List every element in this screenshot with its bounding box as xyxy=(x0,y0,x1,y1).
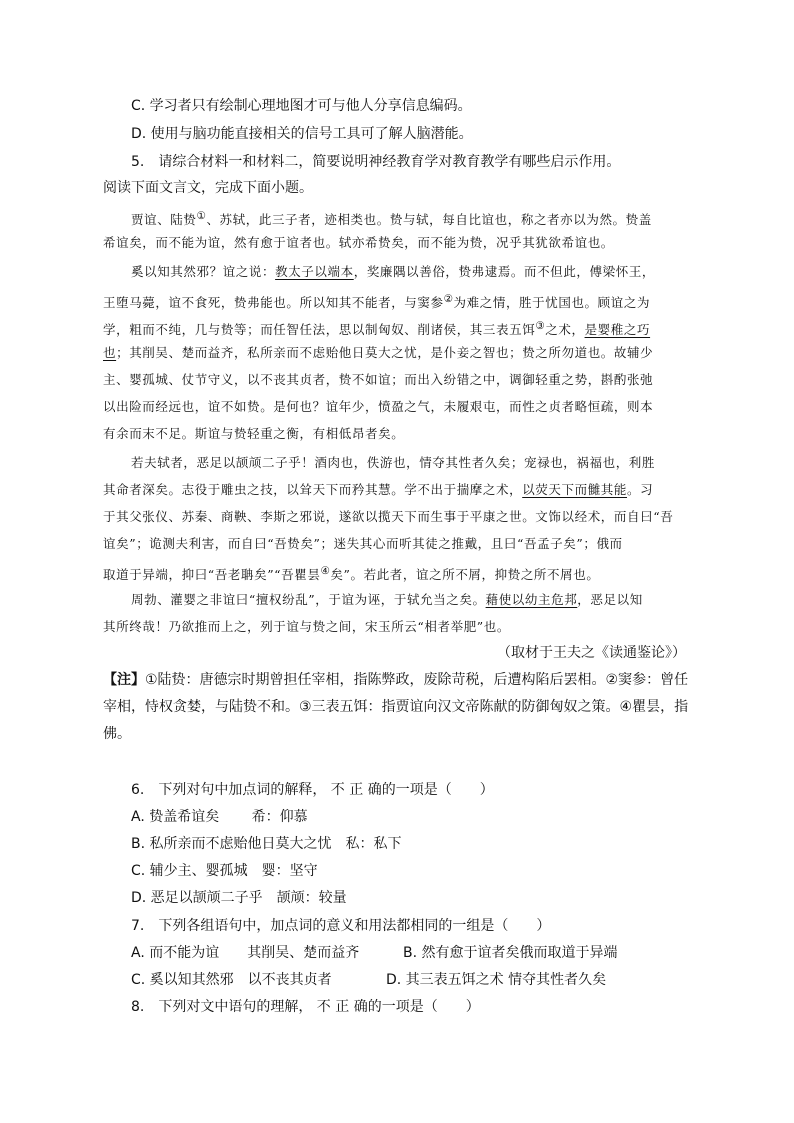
passage-text: 取道于异端，抑曰“吾老聃矣”“吾瞿昙 xyxy=(103,567,321,583)
note-line: 宰相，恃权贪婪，与陆贽不和。③三表五饵：指贾谊向汉文帝陈献的防御匈奴之策。④瞿昙，指 xyxy=(103,699,689,715)
question-5: 5. 请综合材料一和材料二，简要说明神经教育学对教育教学有哪些启示作用。 xyxy=(131,154,621,170)
question-6-option-b: B. 私所亲而不虑贻他日莫大之忧 私：私下 xyxy=(131,836,402,852)
question-6-option-d: D. 恶足以颉颃二子乎 颉颃：较量 xyxy=(131,890,347,906)
passage-line: 有余而末不足。斯谊与贽轻重之衡，有相低昂者矣。 xyxy=(103,426,405,441)
passage-line: 希谊矣，而不能为谊，然有愈于谊者也。轼亦希贽矣，而不能为贽，况乎其犹欲希谊也。 xyxy=(103,235,614,250)
passage-line xyxy=(103,480,653,500)
passage-text: 其命者深矣。志役于雕虫之技，以耸天下而矜其慧。学不出于揣摩之术， xyxy=(103,482,523,497)
footnote-marker: ③ xyxy=(535,320,546,332)
option-c: C. 学习者只有绘制心理地图才可与他人分享信息编码。 xyxy=(131,98,472,114)
note-text: ①陆贽：唐德宗时期曾担任宰相，指陈弊政，废除苛税，后遭构陷后罢相。②窦参：曾任 xyxy=(145,672,689,688)
passage-line xyxy=(103,289,650,313)
passage-text: 、苏轼，此三子者，迹相类也。贽与轼，每自比谊也，称之者亦以为然。贽盖 xyxy=(206,212,652,228)
reading-instruction: 阅读下面文言文，完成下面小题。 xyxy=(103,180,313,196)
note-label: 【注】 xyxy=(103,672,145,688)
passage-text: 矣”。若此者，谊之所不屑，抑贽之所不屑也。 xyxy=(330,567,600,583)
question-7-option-c: C. 奚以知其然邪 以不丧其贞者 xyxy=(131,972,332,988)
question-7-option-d: D. 其三表五饵之术 情夺其性者久矣 xyxy=(386,972,607,988)
passage-text: 为难之情，胜于忧国也。顾谊之为 xyxy=(453,295,651,311)
footnote-marker: ① xyxy=(196,210,207,222)
passage-text: 王堕马薨，谊不食死，贽弗能也。所以知其不能者，与窦参 xyxy=(103,295,444,311)
footnote-marker: ② xyxy=(443,293,454,305)
passage-text: 周勃、灌婴之非谊曰“擅权纷乱”，于谊为诬，于轼允当之矣。 xyxy=(131,592,486,607)
question-6-option-c: C. 辅少主、婴孤城 婴：坚守 xyxy=(131,863,318,879)
question-7-option-a: A. 而不能为谊 其削吴、楚而益齐 xyxy=(131,945,360,961)
passage-text: 之术， xyxy=(545,322,585,338)
passage-line xyxy=(131,590,643,610)
underlined-sentence: 也 xyxy=(103,345,117,360)
passage-text: 学，粗而不纯，几与贽等；而任智任法，思以制匈奴、削诸侯，其三表五饵 xyxy=(103,322,536,338)
passage-text: 贾谊、陆贽 xyxy=(131,212,197,228)
underlined-sentence: 教太子以端本 xyxy=(275,264,354,279)
passage-text: 。习 xyxy=(627,482,654,497)
passage-line: 于其父张仪、苏秦、商鞅、李斯之邪说，遂欲以揽天下而生事于平康之世。文饰以经术，而自曰“吾 xyxy=(103,509,674,524)
question-8-stem: 8. 下列对文中语句的理解， 不 正 确的一项是（ ） xyxy=(131,999,480,1015)
question-7-option-b: B. 然有愈于谊者矣俄而取道于异端 xyxy=(403,945,618,961)
underlined-sentence: 藉使以幼主危邦 xyxy=(485,592,578,607)
passage-line xyxy=(103,561,599,585)
passage-source: （取材于王夫之《读通鉴论》） xyxy=(497,645,686,661)
passage-line: 以出险而经远也，谊不如贽。是何也？谊年少，愤盈之气，未履艰屯，而性之贞者略恒疏，则本 xyxy=(103,399,654,414)
question-6-option-a: A. 贽盖希谊矣 希：仰慕 xyxy=(131,809,308,825)
passage-line: 谊矣”；诡测夫利害，而自曰“吾贽矣”；迷失其心而听其徒之推戴，且曰“吾孟子矣”；俄而 xyxy=(103,536,623,551)
passage-line: 主、婴孤城、仗节守义，以不丧其贞者，贽不如谊；而出入纷错之中，调御轻重之势，斟酌张弛 xyxy=(103,372,654,387)
note-line: 佛。 xyxy=(103,726,131,742)
question-7-stem: 7. 下列各组语句中，加点词的意义和用法都相同的一组是（ ） xyxy=(131,918,551,934)
underlined-sentence: 是婴稚之巧 xyxy=(584,322,651,338)
passage-line xyxy=(103,343,653,363)
passage-text: ，奖廉隅以善俗，贽弗逮焉。而不但此，傅梁怀王， xyxy=(353,264,656,279)
footnote-marker: ④ xyxy=(320,565,331,577)
passage-line: 若夫轼者，恶足以颉颃二子乎！酒肉也，佚游也，情夺其性者久矣；宠禄也，祸福也，利胜 xyxy=(131,455,656,470)
passage-line xyxy=(103,316,650,340)
passage-line xyxy=(131,262,655,282)
passage-line: 其所终哉！乃欲推而上之，列于谊与贽之间，宋玉所云“相者举肥”也。 xyxy=(103,619,510,634)
passage-text: ，恶足以知 xyxy=(577,592,643,607)
note-line xyxy=(103,670,688,690)
passage-text: 奚以知其然邪？谊之说： xyxy=(131,264,276,279)
question-6-stem: 6. 下列对句中加点词的解释， 不 正 确的一项是（ ） xyxy=(131,782,494,798)
passage-line xyxy=(131,206,652,230)
underlined-sentence: 以荧天下而雠其能 xyxy=(522,482,628,497)
option-d: D. 使用与脑功能直接相关的信号工具可了解人脑潜能。 xyxy=(131,126,473,142)
passage-text: ；其削吴、楚而益齐，私所亲而不虑贻他日莫大之忧，是仆妾之智也；贽之所勿道也。故辅少 xyxy=(116,345,654,360)
